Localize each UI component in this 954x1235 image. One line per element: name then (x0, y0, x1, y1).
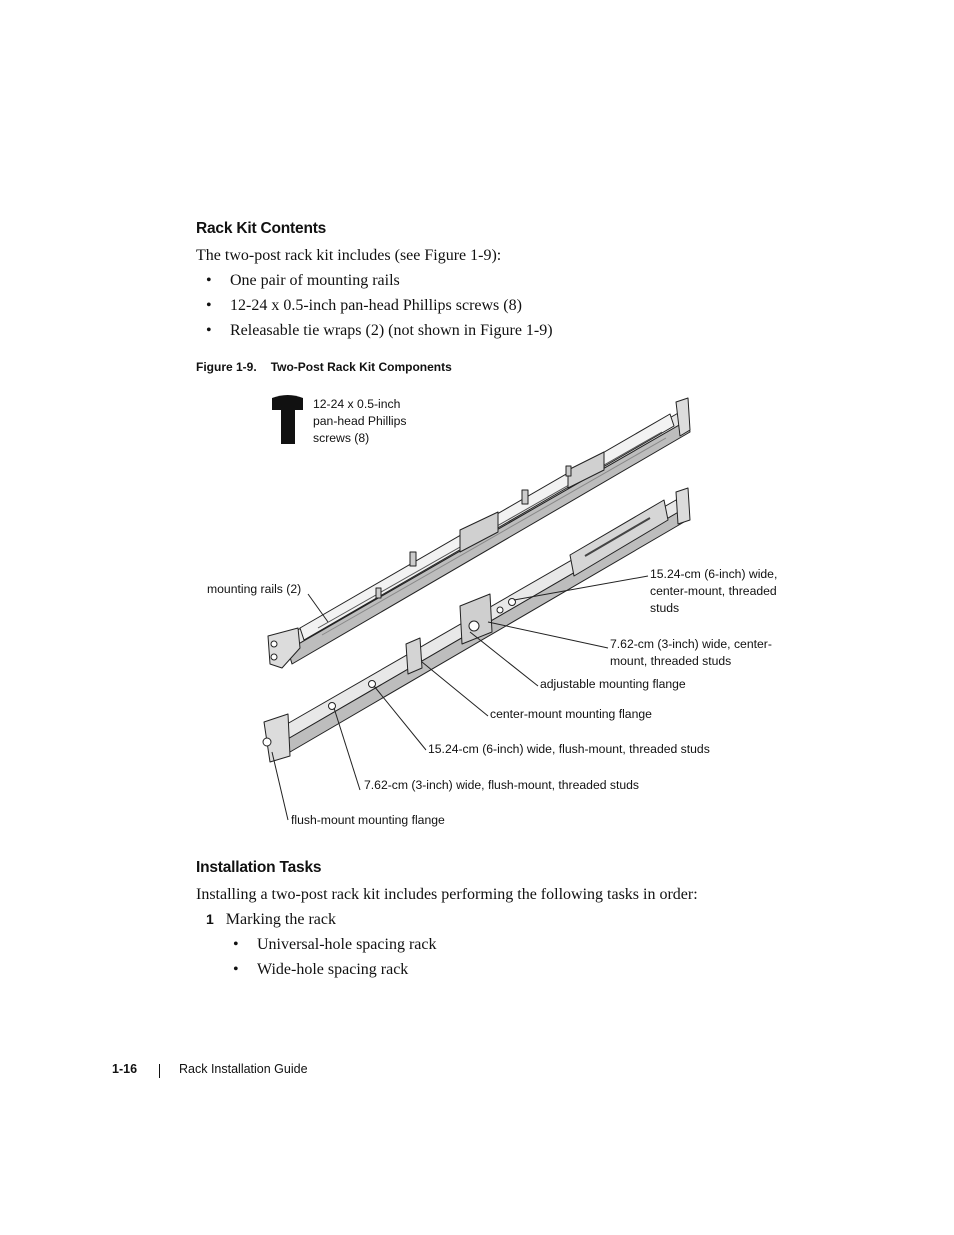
callout-flush-mount-flange: flush-mount mounting flange (291, 813, 445, 827)
numbered-step (206, 911, 336, 929)
section-heading-rack-kit-contents: Rack Kit Contents (196, 220, 327, 237)
list-item-text: Wide-hole spacing rack (257, 961, 409, 978)
callout-line: center-mount, threaded (650, 584, 777, 598)
section-intro: Installing a two-post rack kit includes performing the following tasks in order: (196, 886, 698, 903)
list-item (233, 961, 409, 979)
callout-line: pan-head Phillips (313, 414, 407, 428)
bullet-dot: • (206, 272, 212, 289)
callout-line: 7.62-cm (3-inch) wide, center- (610, 637, 772, 651)
figure-number: Figure 1-9. (196, 360, 257, 374)
bullet-dot: • (233, 936, 239, 953)
callout-line: 12-24 x 0.5-inch (313, 397, 401, 411)
section-intro: The two-post rack kit includes (see Figure 1-9): (196, 247, 502, 264)
list-item (233, 936, 437, 954)
guide-title: Rack Installation Guide (179, 1062, 308, 1076)
bullet-dot: • (206, 297, 212, 314)
list-item-text: One pair of mounting rails (230, 272, 400, 289)
callout-center-mount-flange: center-mount mounting flange (490, 707, 652, 721)
callout-adjustable-flange: adjustable mounting flange (540, 677, 686, 691)
callout-line: 15.24-cm (6-inch) wide, (650, 567, 778, 581)
callout-flush-mount-3in-studs: 7.62-cm (3-inch) wide, flush-mount, threaded studs (364, 778, 640, 792)
figure-title: Two-Post Rack Kit Components (270, 360, 452, 374)
page-number: 1-16 (112, 1062, 138, 1076)
step-number: 1 (206, 911, 214, 927)
bullet-dot: • (233, 961, 239, 978)
footer-divider (159, 1064, 160, 1078)
list-item-text: Universal-hole spacing rack (257, 936, 437, 953)
callout-mounting-rails: mounting rails (2) (207, 582, 302, 596)
bullet-dot: • (206, 322, 212, 339)
callout-screws (313, 396, 407, 447)
step-label: Marking the rack (225, 911, 336, 928)
callout-center-mount-3in-studs (610, 636, 772, 670)
callout-line: studs (650, 601, 680, 615)
list-item-text: 12-24 x 0.5-inch pan-head Phillips screws (8) (230, 297, 522, 314)
callout-center-mount-6in-studs (650, 566, 777, 617)
screw-icon (272, 395, 303, 444)
section-heading-installation-tasks: Installation Tasks (196, 859, 322, 876)
page-footer (112, 1062, 308, 1076)
callout-flush-mount-6in-studs: 15.24-cm (6-inch) wide, flush-mount, threaded studs (428, 742, 710, 756)
callout-line: screws (8) (313, 431, 370, 445)
callout-line: mount, threaded studs (610, 654, 732, 668)
list-item-text: Releasable tie wraps (2) (not shown in Figure 1-9) (230, 322, 553, 339)
